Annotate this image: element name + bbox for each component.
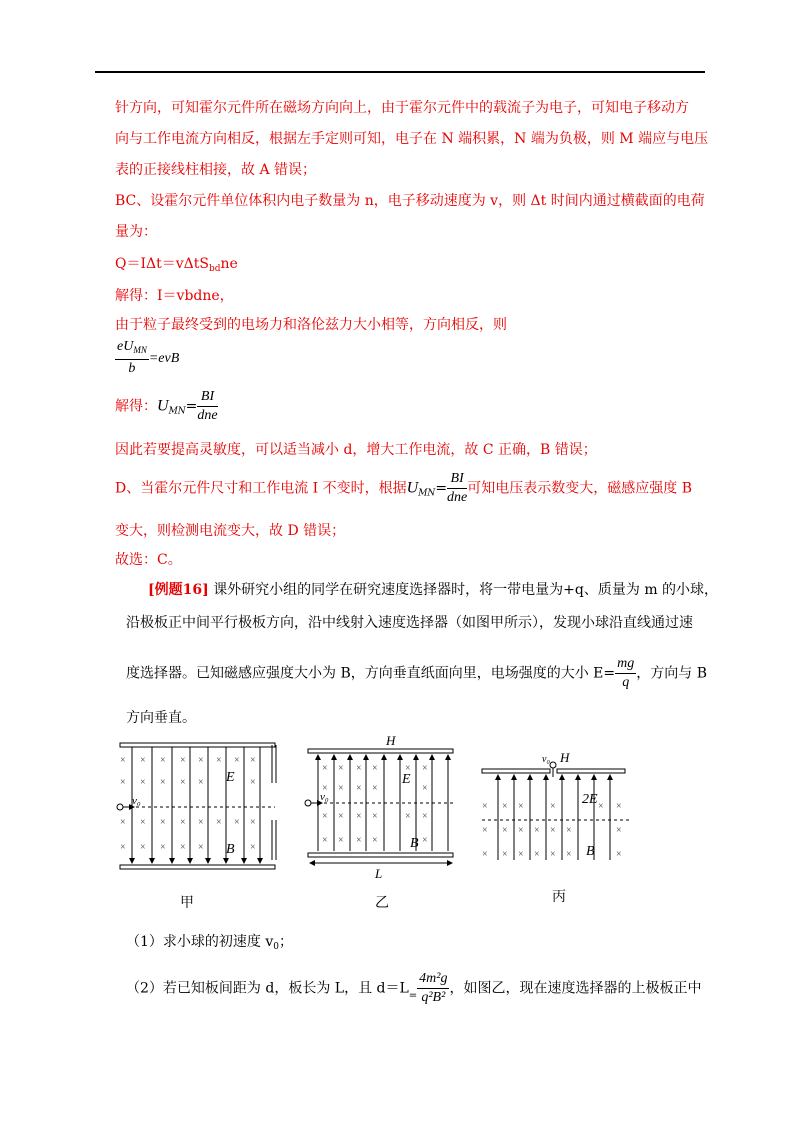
svg-text:×: ×: [120, 755, 126, 766]
bing-B-label: B: [586, 844, 595, 859]
svg-text:×: ×: [338, 835, 344, 846]
svg-text:×: ×: [160, 817, 166, 828]
example-tag: [例题16]: [148, 582, 209, 598]
figure-bing: [482, 750, 630, 905]
svg-text:×: ×: [518, 801, 524, 812]
svg-text:×: ×: [180, 755, 186, 766]
svg-text:×: ×: [250, 817, 256, 828]
yi-H-label: H: [386, 735, 396, 748]
svg-text:×: ×: [422, 835, 428, 846]
bing-v0-label: v₀: [542, 754, 550, 765]
svg-text:×: ×: [616, 825, 622, 836]
explanation-line-d: D、当霍尔元件尺寸和工作电流 I 不变时，根据$U_{MN}=$ $\frac{BI}{\text{dne}}$ 可知电压表示数变大，磁感应强度 B: [115, 471, 693, 505]
svg-text:×: ×: [250, 777, 256, 788]
svg-text:×: ×: [372, 783, 378, 794]
svg-text:×: ×: [198, 755, 204, 766]
svg-text:×: ×: [372, 763, 378, 774]
svg-text:×: ×: [502, 849, 508, 860]
svg-text:×: ×: [180, 817, 186, 828]
svg-text:×: ×: [502, 825, 508, 836]
svg-text:×: ×: [534, 825, 540, 836]
svg-text:×: ×: [140, 755, 146, 766]
bing-E-label: 2E: [582, 792, 598, 807]
example-line-4: 方向垂直。: [126, 710, 196, 726]
svg-text:×: ×: [372, 835, 378, 846]
force-balance-equation: $\frac{eU_{MN}}{b}$ =evB: [117, 339, 180, 376]
svg-text:×: ×: [372, 811, 378, 822]
svg-text:×: ×: [180, 842, 186, 853]
jia-caption: 甲: [180, 896, 194, 911]
example-line-1: [例题16] 课外研究小组的同学在研究速度选择器时，将一带电量为+q、质量为 m 的小球，: [148, 582, 719, 598]
svg-text:×: ×: [356, 811, 362, 822]
jia-v0-label: v₀: [132, 795, 141, 807]
svg-text:×: ×: [322, 763, 328, 774]
explanation-line-1: 针方向，可知霍尔元件所在磁场方向向上，由于霍尔元件中的载流子为电子，可知电子移动方: [115, 100, 689, 116]
yi-B-label: B: [410, 836, 419, 851]
explanation-line-c: 因此若要提高灵敏度，可以适当减小 d，增大工作电流，故 C 正确，B 错误；: [115, 442, 597, 458]
svg-text:×: ×: [338, 763, 344, 774]
example-line-2: 沿极板正中间平行极板方向，沿中线射入速度选择器（如图甲所示），发现小球沿直线通过速: [126, 615, 693, 631]
svg-text:×: ×: [356, 763, 362, 774]
svg-text:×: ×: [518, 849, 524, 860]
svg-text:×: ×: [550, 801, 556, 812]
svg-text:×: ×: [120, 777, 126, 788]
svg-text:×: ×: [250, 755, 256, 766]
figure-yi: [305, 735, 455, 911]
answer: 故选：C。: [115, 552, 182, 568]
example-line-3: 度选择器。已知磁感应强度大小为 B，方向垂直纸面向里，电场强度的大小 E= $\frac{mg}{q}$ ，方向与 B: [126, 656, 708, 690]
svg-text:×: ×: [422, 811, 428, 822]
bing-caption: 丙: [552, 890, 566, 905]
svg-text:×: ×: [140, 777, 146, 788]
yi-E-label: E: [402, 772, 411, 787]
svg-text:×: ×: [140, 842, 146, 853]
svg-text:×: ×: [422, 763, 428, 774]
svg-text:×: ×: [140, 817, 146, 828]
yi-caption: 乙: [375, 896, 389, 911]
question-1: （1）求小球的初速度 $v_0$；: [126, 934, 294, 952]
svg-text:×: ×: [356, 835, 362, 846]
svg-text:×: ×: [234, 755, 240, 766]
svg-text:×: ×: [322, 783, 328, 794]
explanation-line-4: BC、设霍尔元件单位体积内电子数量为 n，电子移动速度为 v，则 Δt 时间内通过横截面的电荷: [115, 193, 705, 209]
svg-text:×: ×: [338, 811, 344, 822]
svg-text:×: ×: [550, 825, 556, 836]
explanation-line-2: 向与工作电流方向相反，根据左手定则可知，电子在 N 端积累，N 端为负极，则 M 端应与电压: [115, 131, 709, 147]
explanation-line-5: 量为：: [115, 224, 157, 240]
svg-text:×: ×: [198, 817, 204, 828]
jia-E-label: E: [226, 770, 235, 785]
svg-text:×: ×: [234, 817, 240, 828]
figure-jia: [117, 743, 276, 911]
svg-text:×: ×: [482, 801, 488, 812]
bing-H-label: H: [560, 750, 570, 765]
figures: [110, 735, 650, 915]
svg-text:×: ×: [198, 842, 204, 853]
yi-v0-label: v₀: [320, 791, 329, 803]
svg-text:×: ×: [120, 842, 126, 853]
svg-text:×: ×: [482, 825, 488, 836]
svg-text:×: ×: [160, 842, 166, 853]
explanation-line-8: 由于粒子最终受到的电场力和洛伦兹力大小相等，方向相反，则: [115, 317, 507, 333]
svg-text:×: ×: [120, 817, 126, 828]
svg-text:×: ×: [338, 783, 344, 794]
svg-text:×: ×: [216, 755, 222, 766]
charge-equation: Q＝IΔt＝vΔtS$_{bd}$ne: [115, 256, 238, 274]
svg-text:×: ×: [616, 801, 622, 812]
svg-text:×: ×: [566, 849, 572, 860]
jia-B-label: B: [226, 842, 235, 857]
svg-text:×: ×: [422, 783, 428, 794]
svg-text:×: ×: [598, 801, 604, 812]
svg-text:×: ×: [356, 783, 362, 794]
header-rule: [95, 71, 705, 73]
explanation-line-d2: 变大，则检测电流变大，故 D 错误；: [115, 523, 346, 539]
explanation-line-3: 表的正接线柱相接，故 A 错误；: [115, 162, 317, 178]
current-result: 解得：I＝vbdne，: [115, 288, 234, 304]
svg-text:×: ×: [566, 825, 572, 836]
svg-text:×: ×: [322, 811, 328, 822]
svg-text:×: ×: [518, 825, 524, 836]
svg-text:×: ×: [405, 763, 411, 774]
svg-text:×: ×: [160, 755, 166, 766]
svg-text:×: ×: [405, 811, 411, 822]
svg-text:×: ×: [180, 777, 186, 788]
svg-text:×: ×: [482, 849, 488, 860]
svg-text:×: ×: [616, 849, 622, 860]
svg-text:×: ×: [550, 849, 556, 860]
svg-text:×: ×: [534, 849, 540, 860]
question-2: （2）若已知板间距为 d，板长为 L，且 $d=L_=$ $\frac{\text{4m²g}}{\text{q²B²}}$ ，如图乙，现在速度选择器的上极板正中: [126, 971, 702, 1005]
svg-text:×: ×: [216, 817, 222, 828]
svg-text:×: ×: [198, 777, 204, 788]
voltage-equation: 解得：$U_{MN}=$ $\frac{BI}{\text{dne}}$: [115, 389, 218, 423]
svg-text:×: ×: [502, 801, 508, 812]
yi-L-label: L: [375, 866, 383, 881]
svg-text:×: ×: [160, 777, 166, 788]
svg-text:×: ×: [322, 835, 328, 846]
svg-text:×: ×: [250, 842, 256, 853]
